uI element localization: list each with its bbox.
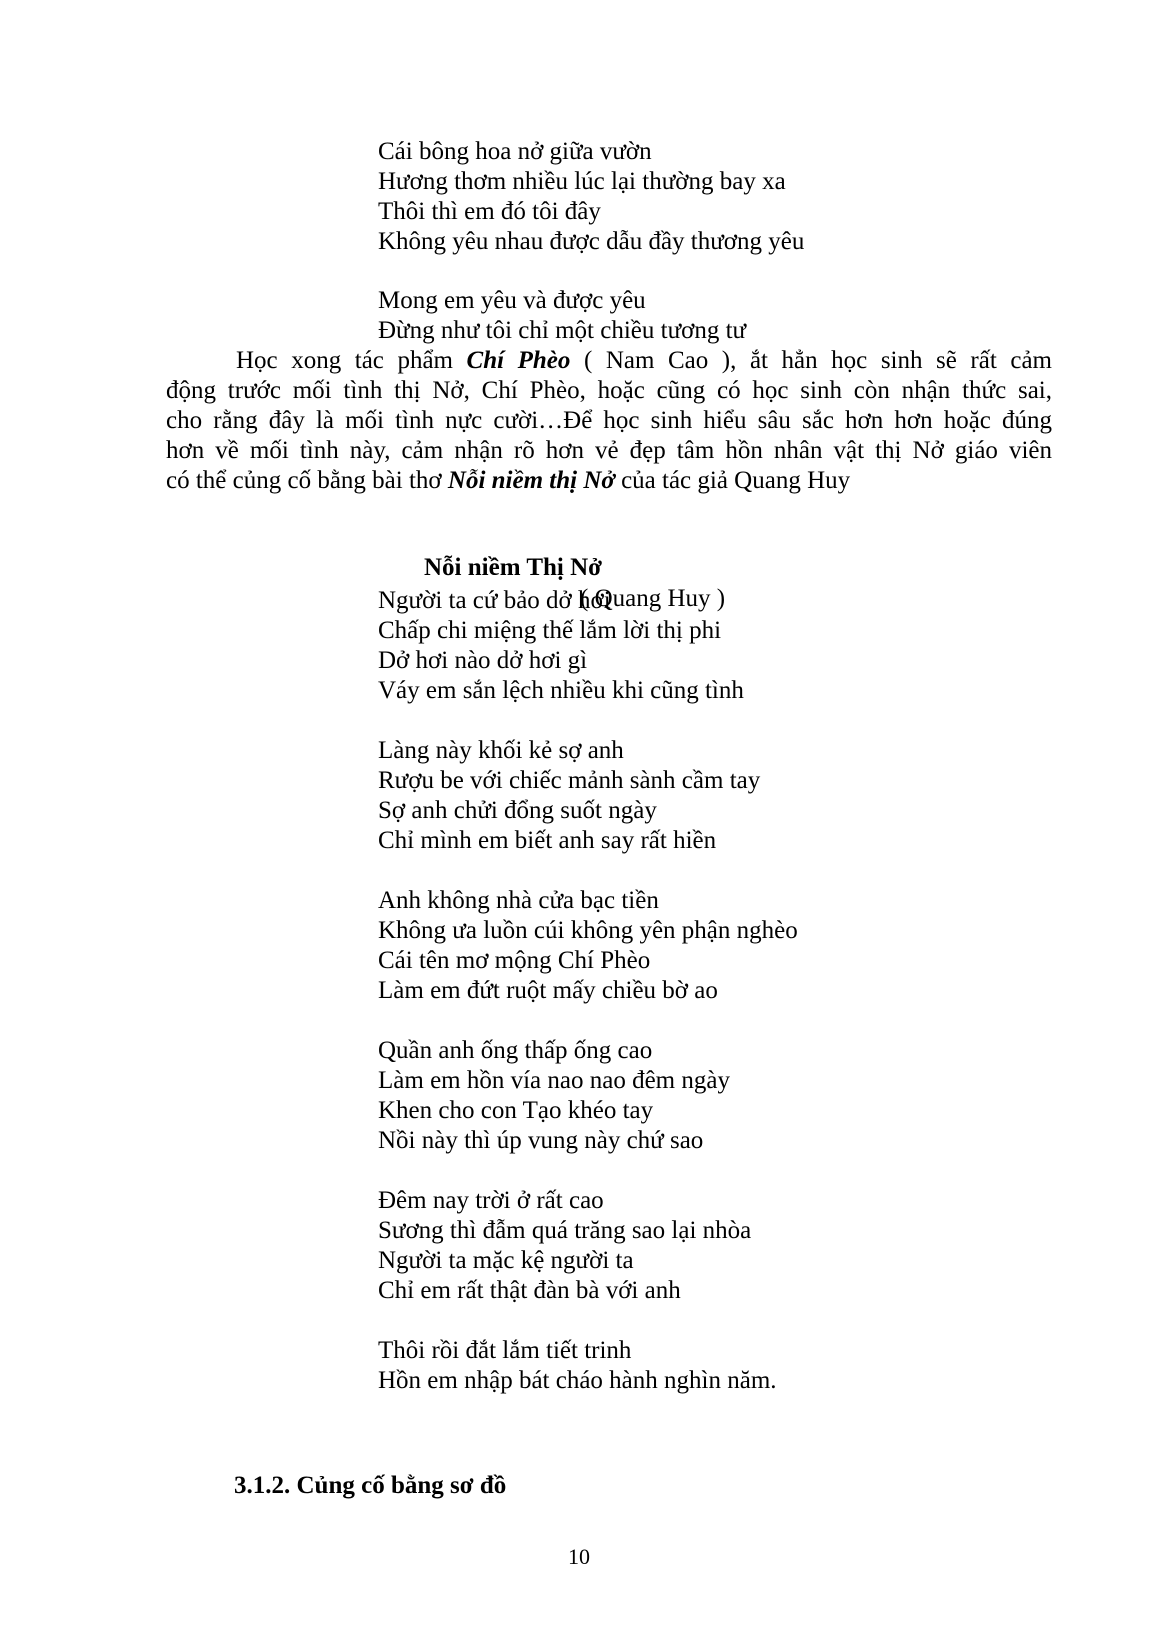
poem-1-line: Không yêu nhau được dẫu đầy thương yêu (378, 228, 805, 255)
poem-2-line: Quần anh ống thấp ống cao (378, 1037, 653, 1064)
poem-2-line: Chấp chi miệng thế lắm lời thị phi (378, 617, 722, 644)
poem-2-line: Váy em sắn lệch nhiều khi cũng tình (378, 677, 744, 704)
paragraph-text: của tác giả Quang Huy (614, 467, 851, 494)
poem-2-line: Đêm nay trời ở rất cao (378, 1187, 604, 1214)
paragraph-text: Học xong tác phẩm (236, 347, 467, 374)
poem-1-line: Hương thơm nhiều lúc lại thường bay xa (378, 168, 786, 195)
poem-2-line: Thôi rồi đắt lắm tiết trinh (378, 1337, 632, 1364)
poem-reference: Nỗi niềm thị Nở (447, 467, 615, 494)
poem-2-line: Rượu be với chiếc mảnh sành cầm tay (378, 767, 761, 794)
paragraph-text: có thể củng cố bằng bài thơ (166, 467, 448, 494)
poem-2-line: Làng này khối kẻ sợ anh (378, 737, 624, 764)
work-title: Chí Phèo (466, 347, 571, 374)
poem-1-line: Mong em yêu và được yêu (378, 287, 646, 314)
paragraph-line (236, 346, 1052, 376)
poem-1-line: Cái bông hoa nở giữa vườn (378, 138, 652, 165)
poem-2-line: Làm em hồn vía nao nao đêm ngày (378, 1067, 730, 1094)
poem-2-line: Người ta mặc kệ người ta (378, 1247, 634, 1274)
poem-2-line: Dở hơi nào dở hơi gì (378, 647, 588, 674)
poem-2-line: Làm em đứt ruột mấy chiều bờ ao (378, 977, 718, 1004)
poem-2-line: Cái tên mơ mộng Chí Phèo (378, 947, 651, 974)
poem-2-line: Sợ anh chửi đổng suốt ngày (378, 797, 657, 824)
poem-2-line: Chỉ mình em biết anh say rất hiền (378, 827, 717, 854)
poem-1-line: Đừng như tôi chỉ một chiều tương tư (378, 317, 747, 344)
poem-2-line: Không ưa luồn cúi không yên phận nghèo (378, 917, 798, 944)
poem-2-line: Anh không nhà cửa bạc tiền (378, 887, 659, 914)
poem-2-line: Chỉ em rất thật đàn bà với anh (378, 1277, 681, 1304)
poem-title: Nỗi niềm Thị Nở (424, 554, 602, 581)
poem-2-line: Nồi này thì úp vung này chứ sao (378, 1127, 704, 1154)
paragraph-line: cho rằng đây là mối tình nực cười…Để học sinh hiểu sâu sắc hơn hơn hoặc đúng (166, 407, 1052, 434)
poem-2-line: Sương thì đẫm quá trăng sao lại nhòa (378, 1217, 752, 1244)
page-number: 10 (568, 1544, 590, 1569)
poem-2-line: Người ta cứ bảo dở hơi (378, 587, 611, 614)
section-heading: 3.1.2. Củng cố bằng sơ đồ (234, 1472, 507, 1499)
paragraph-text: ( Nam Cao ), ắt hẳn học sinh sẽ rất cảm (570, 347, 1052, 374)
poem-author: ( Quang Huy ) (580, 585, 726, 612)
paragraph-line: hơn về mối tình này, cảm nhận rõ hơn vẻ đẹp tâm hồn nhân vật thị Nở giáo viên (166, 437, 1052, 464)
poem-1-line: Thôi thì em đó tôi đây (378, 198, 601, 225)
poem-2-line: Hồn em nhập bát cháo hành nghìn năm. (378, 1367, 777, 1394)
paragraph-line (166, 466, 1052, 496)
paragraph-line: động trước mối tình thị Nở, Chí Phèo, hoặc cũng có học sinh còn nhận thức sai, (166, 377, 1052, 404)
poem-2-line: Khen cho con Tạo khéo tay (378, 1097, 654, 1124)
